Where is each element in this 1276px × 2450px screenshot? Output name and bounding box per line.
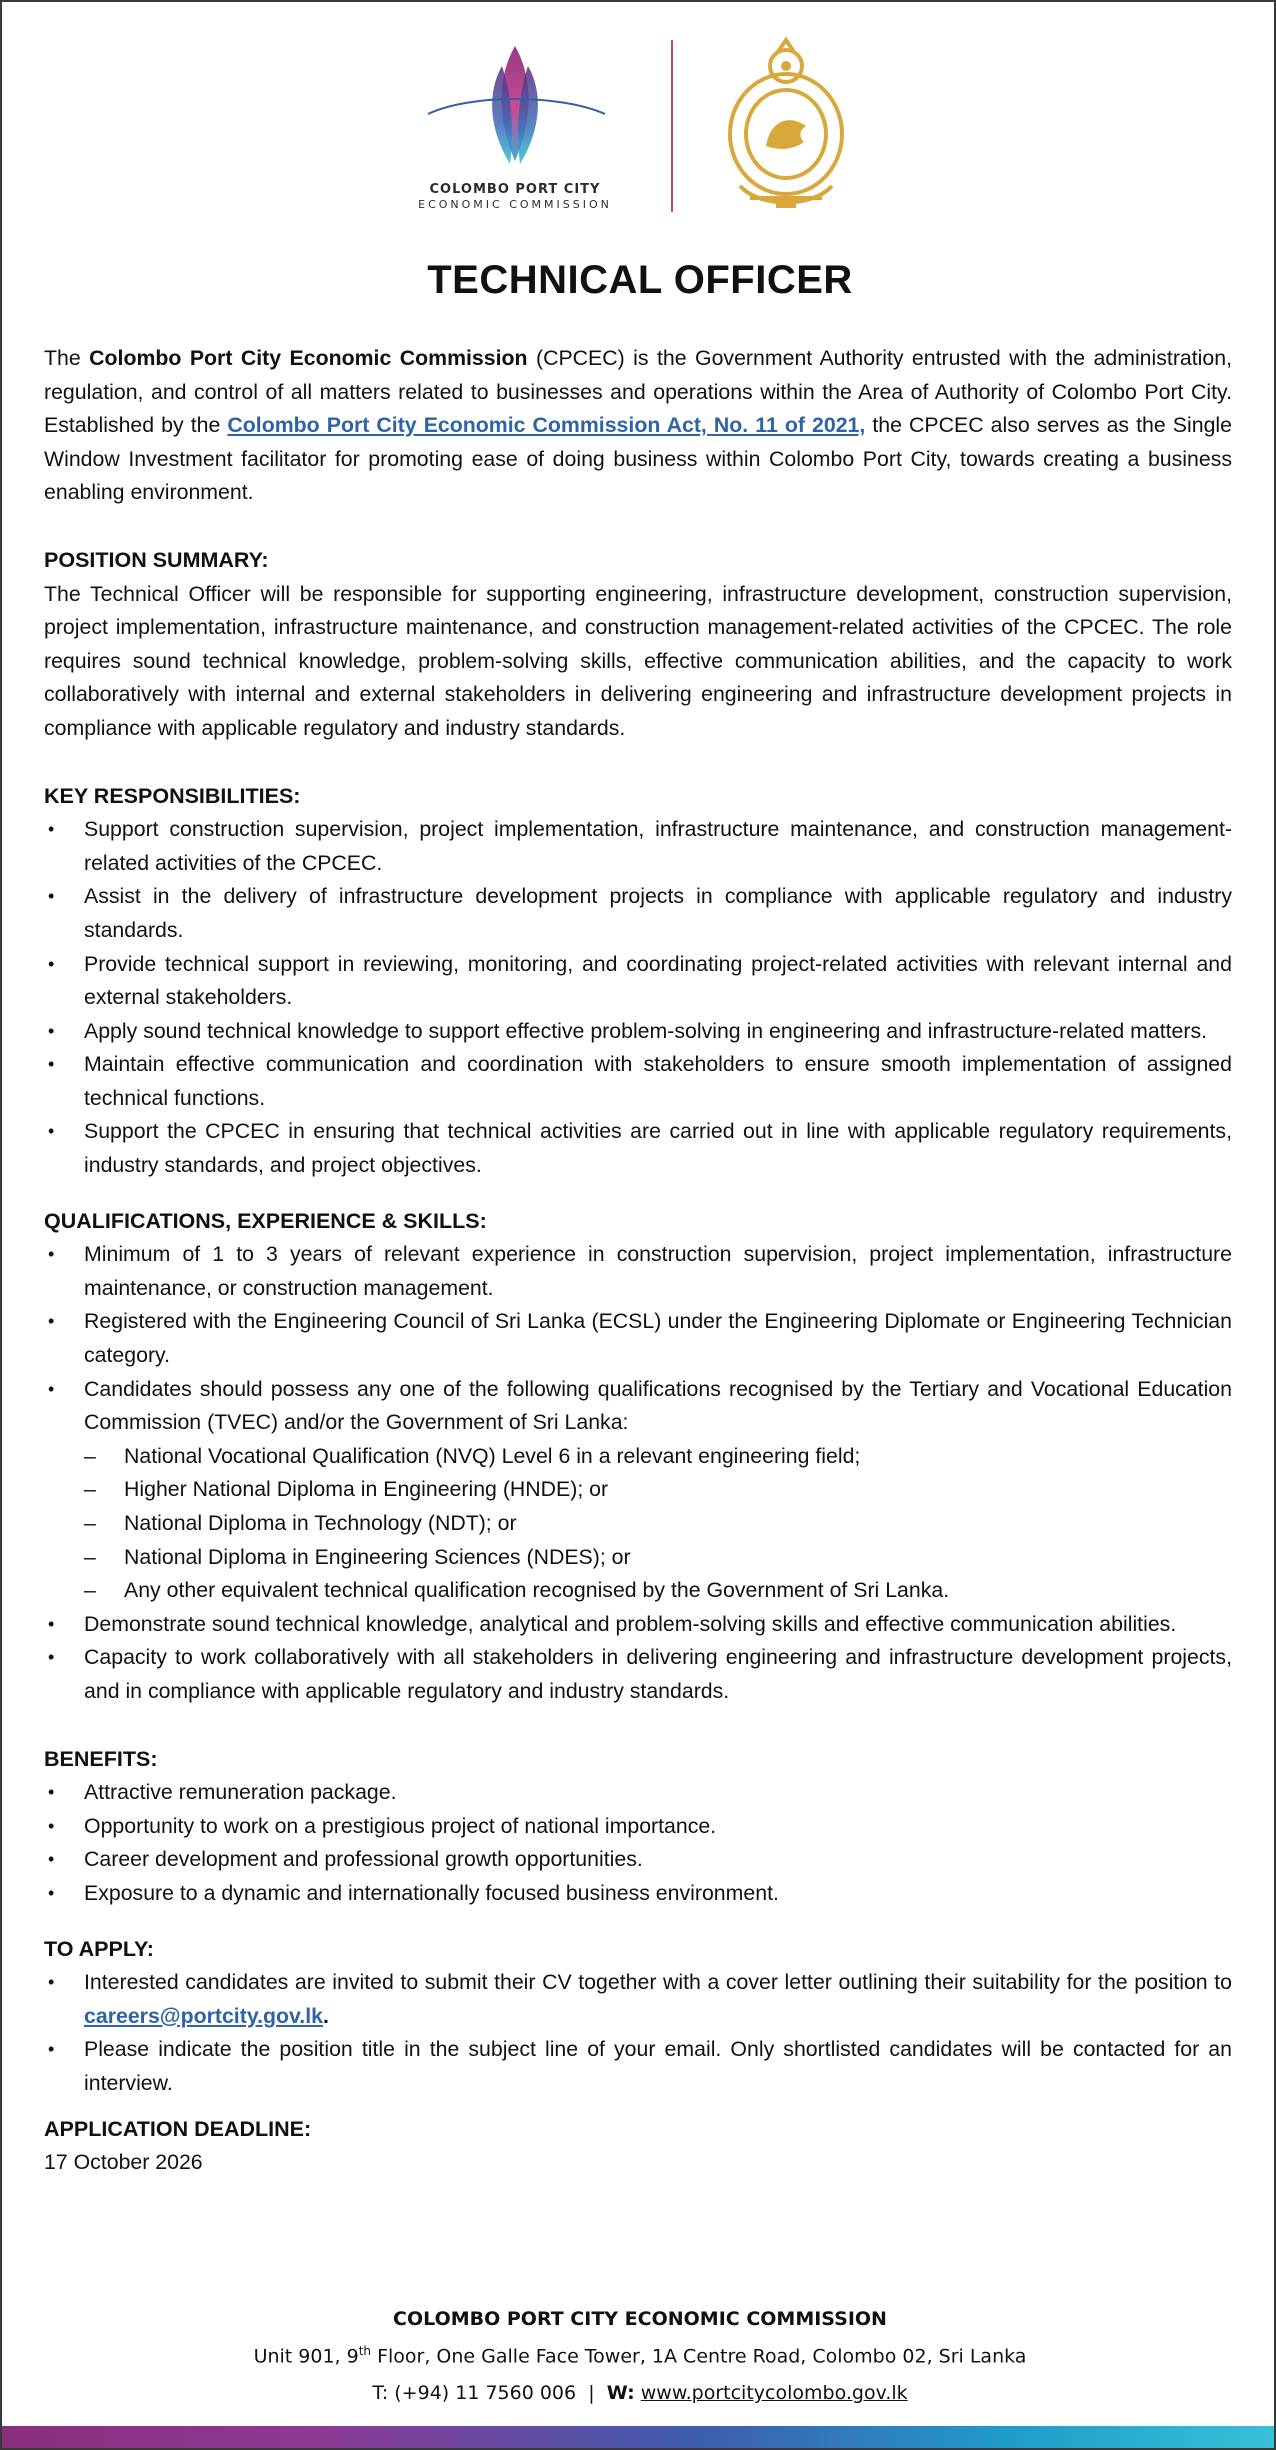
benefits-heading: BENEFITS: xyxy=(44,1746,158,1771)
dash-icon: – xyxy=(84,1477,96,1502)
separator: | xyxy=(588,2382,595,2405)
list-item-text: Minimum of 1 to 3 years of relevant experience in construction supervision, project implementation, infrastructure maintenance, or construction management. xyxy=(84,1242,1232,1300)
act-link[interactable]: Colombo Port City Economic Commission Act, No. 11 of 2021, xyxy=(227,413,866,438)
list-item-text: Candidates should possess any one of the following qualifications recognised by the Tertiary and Vocational Education Commission (TVEC) and/or the Government of Sri Lanka: xyxy=(84,1376,1232,1435)
logo-line2: ECONOMIC COMMISSION xyxy=(418,198,612,211)
dash-icon: – xyxy=(84,1544,96,1569)
sub-list-item xyxy=(84,1440,1232,1474)
intro-text-2: (CPCEC) is the Government Authority entrusted with the administration, regulation, and control of all matters related to businesses and operations within the Area of Authority of Colombo Port City. Established by the xyxy=(44,346,1233,438)
list-item-text: Exposure to a dynamic and internationally focused business environment. xyxy=(84,1880,779,1905)
responsibilities-heading: KEY RESPONSIBILITIES: xyxy=(44,783,301,808)
list-item xyxy=(44,813,1232,880)
sub-list-item-text: Higher National Diploma in Engineering (HNDE); or xyxy=(124,1477,609,1502)
benefits-list xyxy=(44,1776,1232,1910)
sub-list-item-text: Any other equivalent technical qualification recognised by the Government of Sri Lanka. xyxy=(124,1578,950,1603)
list-item xyxy=(44,1115,1232,1182)
bullet-icon: • xyxy=(48,1782,55,1803)
sub-list-item xyxy=(84,1473,1232,1507)
sub-list-item xyxy=(84,1507,1232,1541)
footer-address xyxy=(2,2334,1276,2373)
list-item-end: . xyxy=(322,2003,329,2028)
bullet-icon: • xyxy=(48,953,55,974)
address-text-1: Unit 901, 9 xyxy=(253,2345,359,2368)
intro-text-1: The xyxy=(44,346,90,370)
spacer xyxy=(44,1183,1232,1205)
list-item xyxy=(44,1305,1232,1372)
spacer xyxy=(44,1709,1232,1743)
list-item xyxy=(44,1877,1232,1911)
list-item xyxy=(44,1843,1232,1877)
list-item-text: Interested candidates are invited to submit their CV together with a cover letter outlining their suitability for the position to xyxy=(84,1970,1232,1995)
address-superscript: th xyxy=(358,2344,372,2358)
apply-heading: TO APPLY: xyxy=(44,1936,154,1961)
deadline-date: 17 October 2026 xyxy=(44,2150,203,2175)
spacer xyxy=(44,510,1232,544)
sub-list-item xyxy=(84,1541,1232,1575)
bullet-icon: • xyxy=(48,1378,55,1399)
qualifications-heading: QUALIFICATIONS, EXPERIENCE & SKILLS: xyxy=(44,1208,487,1233)
list-item-text: Attractive remuneration package. xyxy=(84,1780,397,1805)
dash-icon: – xyxy=(84,1578,96,1603)
intro-paragraph xyxy=(44,342,1232,510)
dash-icon: – xyxy=(84,1511,96,1535)
apply-list xyxy=(44,1966,1232,2100)
list-item-text: Support the CPCEC in ensuring that technical activities are carried out in line with applicable regulatory requirements, industry standards, and project objectives. xyxy=(84,1119,1232,1178)
bullet-icon: • xyxy=(48,1311,55,1332)
list-item xyxy=(44,1810,1232,1844)
intro-text-3: the CPCEC also serves as the Single Window Investment facilitator for promoting ease of doing business within Colombo Port City, towards creating a business enabling environment. xyxy=(44,413,1233,505)
position-summary-text: The Technical Officer will be responsible for supporting engineering, infrastructure development, construction supervision, project implementation, infrastructure maintenance, and construction management-related activities of the CPCEC. The role requires sound technical knowledge, problem-solving skills, effective communication abilities, and the capacity to work collaboratively with internal and external stakeholders in delivering engineering and infrastructure development projects in compliance with applicable regulatory and industry standards. xyxy=(44,581,1232,740)
national-emblem-icon xyxy=(720,36,852,210)
list-item-text: Capacity to work collaboratively with all stakeholders in delivering engineering and infrastructure development projects, and in compliance with applicable regulatory and industry standards. xyxy=(84,1645,1232,1703)
list-item xyxy=(44,1048,1232,1115)
footer xyxy=(2,2304,1276,2413)
list-item-text: Career development and professional growth opportunities. xyxy=(84,1847,643,1872)
page-title: TECHNICAL OFFICER xyxy=(427,258,853,302)
bullet-icon: • xyxy=(48,1613,55,1634)
list-item xyxy=(44,1238,1232,1305)
spacer xyxy=(44,2101,1232,2113)
list-item xyxy=(44,2033,1232,2100)
sub-list-item-text: National Diploma in Engineering Sciences (NDES); or xyxy=(124,1544,631,1569)
footer-org-name: COLOMBO PORT CITY ECONOMIC COMMISSION xyxy=(393,2308,887,2330)
sri-lanka-emblem xyxy=(720,36,852,210)
list-item xyxy=(44,1373,1232,1608)
advert-body xyxy=(44,342,1232,2180)
list-item xyxy=(44,1966,1232,2033)
tel-number: (+94) 11 7560 006 xyxy=(388,2382,577,2405)
web-label: W: xyxy=(606,2382,635,2405)
sub-list-item-text: National Vocational Qualification (NVQ) Level 6 in a relevant engineering field; xyxy=(124,1443,861,1468)
list-item xyxy=(44,1608,1232,1642)
list-item-text: Support construction supervision, project implementation, infrastructure maintenance, and construction management-related activities of the CPCEC. xyxy=(84,817,1232,875)
logo-divider xyxy=(671,40,673,212)
bullet-icon: • xyxy=(48,1815,55,1836)
list-item xyxy=(44,948,1232,1015)
bullet-icon: • xyxy=(48,1972,55,1993)
list-item xyxy=(44,1015,1232,1049)
sub-list-item-text: National Diploma in Technology (NDT); or xyxy=(124,1511,517,1535)
qualifications-sublist xyxy=(84,1440,1232,1608)
list-item-text: Maintain effective communication and coordination with stakeholders to ensure smooth implementation of assigned technical functions. xyxy=(84,1052,1232,1110)
list-item xyxy=(44,1776,1232,1810)
bullet-icon: • xyxy=(48,819,55,840)
qualifications-list xyxy=(44,1238,1232,1708)
list-item-text: Registered with the Engineering Council of Sri Lanka (ECSL) under the Engineering Diplomate or Engineering Technician category. xyxy=(84,1309,1232,1368)
list-item-text: Provide technical support in reviewing, monitoring, and coordinating project-related activities with relevant internal and external stakeholders. xyxy=(84,951,1232,1010)
intro-org-name: Colombo Port City Economic Commission xyxy=(89,346,528,370)
list-item-text: Demonstrate sound technical knowledge, analytical and problem-solving skills and effective communication abilities. xyxy=(84,1611,1177,1636)
bullet-icon: • xyxy=(48,1054,55,1075)
deadline-heading: APPLICATION DEADLINE: xyxy=(44,2116,312,2141)
responsibilities-list xyxy=(44,813,1232,1183)
bullet-icon: • xyxy=(48,2039,55,2060)
bullet-icon: • xyxy=(48,1882,55,1903)
bullet-icon: • xyxy=(48,1244,55,1265)
list-item-text: Please indicate the position title in the subject line of your email. Only shortlisted candidates will be contacted for an interview. xyxy=(84,2037,1232,2095)
lotus-icon xyxy=(410,36,620,176)
list-item-text: Apply sound technical knowledge to support effective problem-solving in engineering and infrastructure-related matters. xyxy=(84,1018,1208,1043)
list-item-text: Opportunity to work on a prestigious project of national importance. xyxy=(84,1813,717,1838)
bullet-icon: • xyxy=(48,1647,55,1668)
sub-list-item xyxy=(84,1574,1232,1608)
header-logos xyxy=(2,30,1276,220)
list-item xyxy=(44,880,1232,947)
bullet-icon: • xyxy=(48,1849,55,1870)
list-item-text: Assist in the delivery of infrastructure development projects in compliance with applicable regulatory and industry standards. xyxy=(84,884,1232,942)
bullet-icon: • xyxy=(48,1121,55,1142)
careers-email-link[interactable]: careers@portcity.gov.lk xyxy=(84,2003,323,2028)
dash-icon: – xyxy=(84,1443,96,1468)
tel-label: T: xyxy=(372,2382,389,2405)
logo-line1: COLOMBO PORT CITY xyxy=(429,182,601,197)
cpc-logo xyxy=(410,36,620,216)
footer-contact xyxy=(2,2373,1276,2413)
bullet-icon: • xyxy=(48,886,55,907)
website-link[interactable]: www.portcitycolombo.gov.lk xyxy=(640,2382,908,2405)
position-summary-heading: POSITION SUMMARY: xyxy=(44,547,269,572)
list-item xyxy=(44,1641,1232,1708)
spacer xyxy=(44,1911,1232,1933)
bullet-icon: • xyxy=(48,1020,55,1041)
address-text-2: Floor, One Galle Face Tower, 1A Centre Road, Colombo 02, Sri Lanka xyxy=(371,2345,1027,2368)
bottom-gradient-bar xyxy=(2,2426,1274,2448)
spacer xyxy=(44,746,1232,780)
